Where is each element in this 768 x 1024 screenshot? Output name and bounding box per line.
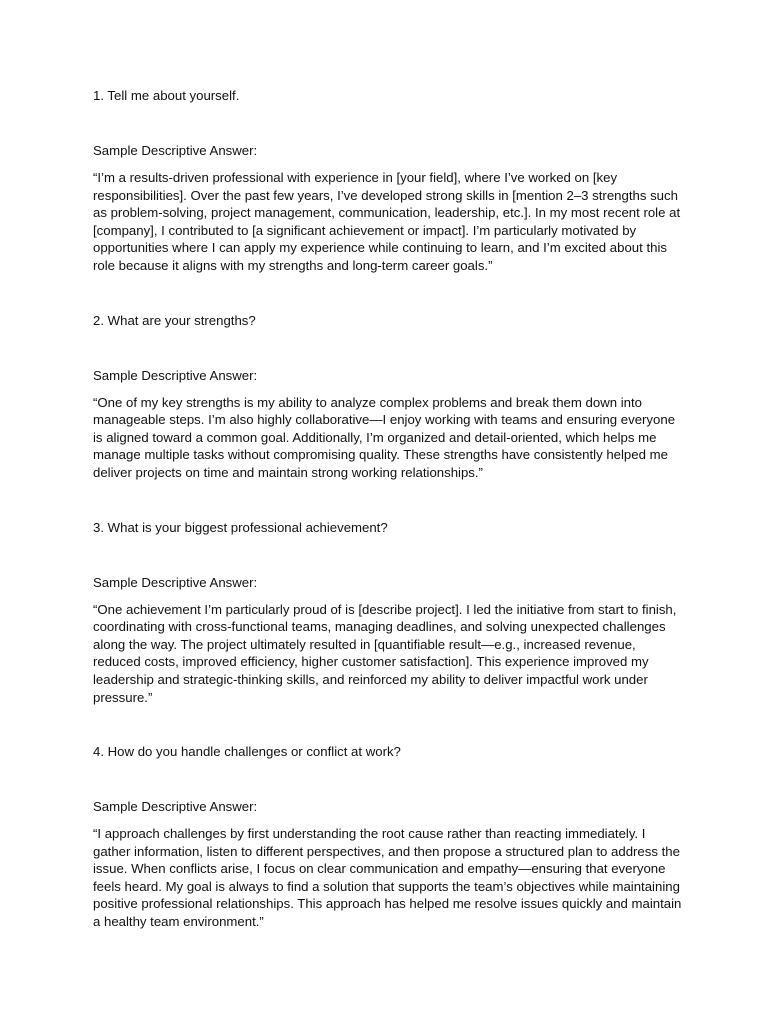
answer-label: Sample Descriptive Answer:: [93, 143, 258, 158]
answer-paragraph: “I approach challenges by first understanding the root cause rather than reacting immediately. I gather information, listen to different perspectives, and then propose a structured plan to address the issue. When conflicts arise, I focus on clear communication and empathy—ensuring that everyone feels heard. My goal is always to find a solution that supports the team’s objectives while maintaining positive professional relationships. This approach has helped me resolve issues quickly and maintain a healthy team environment.”: [93, 826, 682, 930]
qa-section-4: [93, 743, 683, 931]
question-heading: 3. What is your biggest professional achievement?: [93, 519, 388, 535]
qa-section-3: [93, 519, 683, 707]
qa-section-1: [93, 87, 683, 275]
answer-label: Sample Descriptive Answer:: [93, 367, 258, 383]
answer-label: Sample Descriptive Answer:: [93, 574, 258, 590]
answer-paragraph: “One achievement I’m particularly proud of is [describe project]. I led the initiative from start to finish, coordinating with cross-functional teams, managing deadlines, and solving unexpected challenges along the way. The project ultimately resulted in [quantifiable result—e.g., increased revenue, reduced costs, improved efficiency, higher customer satisfaction]. This experience improved my leadership and strategic-thinking skills, and reinforced my ability to deliver impactful work under pressure.”: [93, 601, 677, 705]
qa-section-2: [93, 312, 683, 482]
answer-paragraph: “One of my key strengths is my ability to analyze complex problems and break them down into manageable steps. I’m also highly collaborative—I enjoy working with teams and ensuring everyone is aligned toward a common goal. Additionally, I’m organized and detail-oriented, which helps me manage multiple tasks without compromising quality. These strengths have consistently helped me deliver projects on time and maintain strong working relationships.”: [93, 394, 676, 480]
question-heading: 1. Tell me about yourself.: [93, 88, 240, 103]
answer-label: Sample Descriptive Answer:: [93, 799, 258, 815]
answer-paragraph: “I’m a results-driven professional with experience in [your field], where I’ve worked on [key responsibilities]. Over the past few years, I’ve developed strong skills in [mention 2–3 strengths such as problem-solving, project management, communication, leadership, etc.]. In my most recent role at [company], I contributed to [a significant achievement or impact]. I’m particularly motivated by opportunities where I can apply my experience while continuing to learn, and I’m excited about this role because it aligns with my strengths and long-term career goals.”: [93, 170, 681, 273]
question-heading: 4. How do you handle challenges or conflict at work?: [93, 744, 401, 760]
document-page: [93, 87, 683, 931]
question-heading: 2. What are your strengths?: [93, 312, 256, 328]
